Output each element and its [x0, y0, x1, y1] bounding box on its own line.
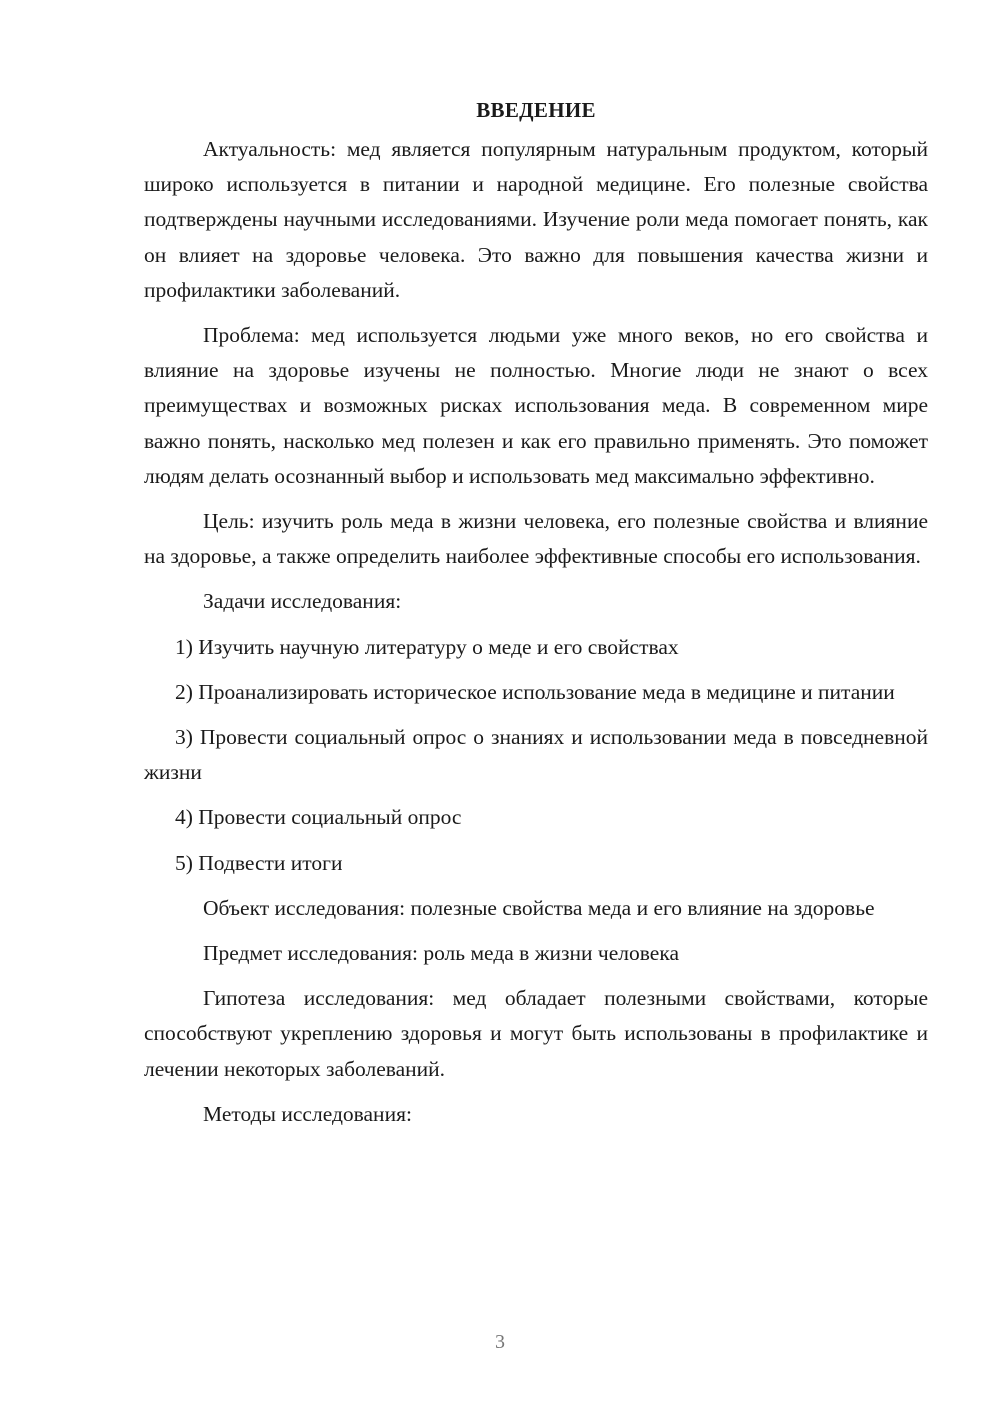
paragraph-subject: Предмет исследования: роль меда в жизни человека [203, 941, 680, 966]
paragraph-problem: Проблема: мед используется людьми уже много веков, но его свойства и влияние на здоровье изучены не полностью. Многие люди не знают о всех преимуществах и возможных рисках использования меда. В современном мире важно понять, насколько мед полезен и как его правильно применять. Это поможет людям делать осознанный выбор и использовать мед максимально эффективно. [144, 323, 928, 488]
task-item-5: 5) Подвести итоги [175, 850, 343, 875]
task-item-2: 2) Проанализировать историческое использование меда в медицине и питании [175, 679, 895, 704]
task-item-4: 4) Провести социальный опрос [175, 805, 462, 830]
section-heading: ВВЕДЕНИЕ [476, 98, 596, 122]
document-page [144, 92, 928, 1142]
paragraph-hypothesis: Гипотеза исследования: мед обладает полезными свойствами, которые способствуют укреплению здоровья и могут быть использованы в профилактике и лечении некоторых заболеваний. [144, 986, 928, 1081]
task-item-3: 3) Провести социальный опрос о знаниях и использовании меда в повседневной жизни [144, 725, 928, 785]
paragraph-object: Объект исследования: полезные свойства меда и его влияние на здоровье [203, 895, 875, 920]
page-number: 3 [495, 1331, 505, 1353]
methods-heading: Методы исследования: [203, 1101, 412, 1126]
paragraph-relevance: Актуальность: мед является популярным натуральным продуктом, который широко используется в питании и народной медицине. Его полезные свойства подтверждены научными исследованиями. Изучение роли меда помогает понять, как он влияет на здоровье человека. Это важно для повышения качества жизни и профилактики заболеваний. [144, 137, 928, 302]
task-item-1: 1) Изучить научную литературу о меде и его свойствах [175, 634, 679, 659]
tasks-heading: Задачи исследования: [203, 589, 402, 614]
paragraph-goal: Цель: изучить роль меда в жизни человека, его полезные свойства и влияние на здоровье, а также определить наиболее эффективные способы его использования. [144, 509, 928, 569]
